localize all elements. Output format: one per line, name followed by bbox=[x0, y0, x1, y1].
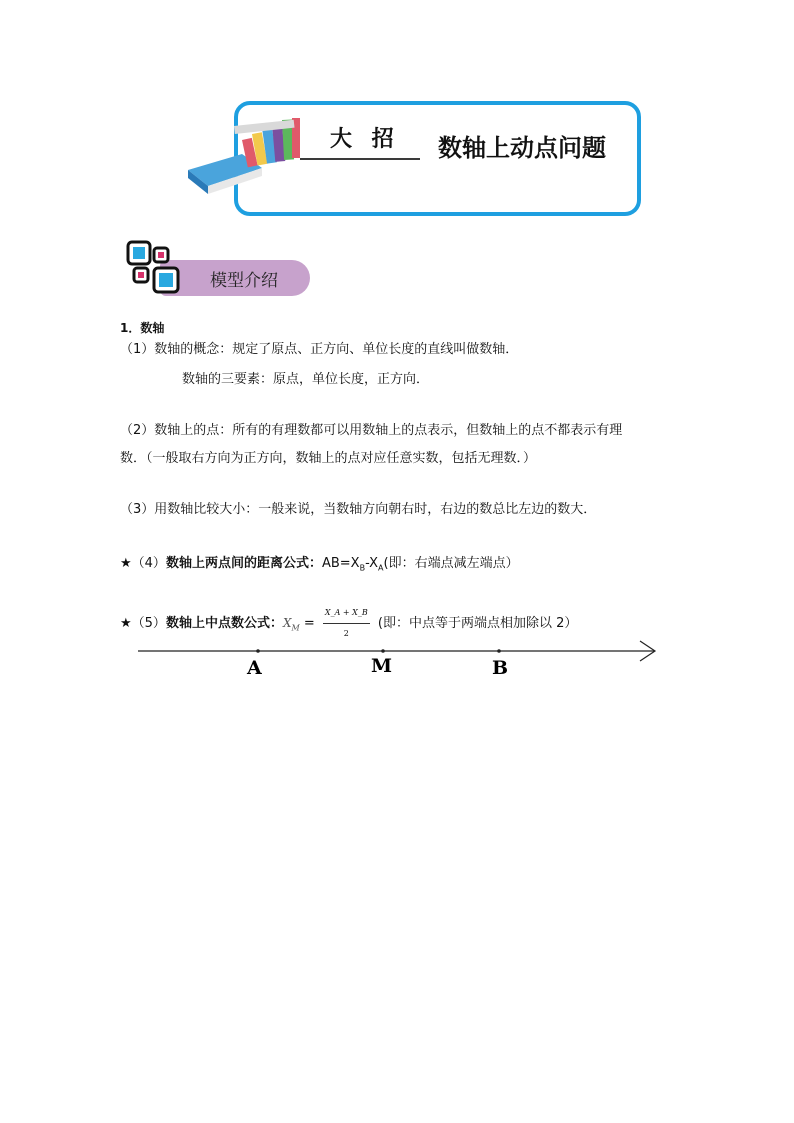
paragraph-1: （1）数轴的概念：规定了原点、正方向、单位长度的直线叫做数轴． bbox=[120, 342, 519, 357]
distance-formula: $AB=X_B-X_A$ bbox=[321, 556, 384, 573]
banner-label: 大 招 bbox=[330, 126, 400, 152]
section-title: 模型介绍 bbox=[210, 271, 278, 291]
distance-formula-label: 数轴上两点间的距离公式： bbox=[165, 556, 322, 571]
star-marker: ★（5） bbox=[120, 616, 166, 631]
point-b-dot bbox=[497, 649, 501, 653]
grid-squares-icon bbox=[124, 238, 184, 298]
paragraph-2-line-2: 数．（一般取右方向为正方向，数轴上的点对应任意实数，包括无理数．） bbox=[120, 451, 537, 466]
point-a-dot bbox=[256, 649, 260, 653]
distance-formula-line bbox=[120, 554, 519, 579]
banner-label-underline bbox=[300, 158, 420, 160]
paragraph-3: （3）用数轴比较大小：一般来说，当数轴方向朝右时，右边的数总比左边的数大． bbox=[120, 502, 597, 517]
point-m-label: M bbox=[371, 655, 393, 677]
number-line bbox=[120, 638, 670, 688]
distance-formula-note: (即：右端点减左端点） bbox=[383, 556, 519, 571]
point-b-label: B bbox=[492, 657, 509, 679]
midpoint-formula-label: 数轴上中点数公式： bbox=[165, 616, 283, 631]
midpoint-formula-note: (即：中点等于两端点相加除以 2） bbox=[377, 616, 578, 631]
page-title: 数轴上动点问题 bbox=[438, 133, 606, 162]
paragraph-1-elements: 数轴的三要素：原点，单位长度，正方向． bbox=[182, 372, 430, 387]
paragraph-2-line-1: （2）数轴上的点：所有的有理数都可以用数轴上的点表示，但数轴上的点不都表示有理 bbox=[120, 423, 623, 438]
point-m-dot bbox=[381, 649, 385, 653]
subsection-heading: 1．数轴 bbox=[120, 321, 165, 335]
star-marker: ★（4） bbox=[120, 556, 166, 571]
midpoint-fraction: $\frac{X\_A + X\_B}{2}$ bbox=[323, 603, 370, 644]
point-a-label: A bbox=[247, 657, 262, 679]
books-icon bbox=[180, 110, 310, 195]
equals-sign: = bbox=[303, 616, 315, 631]
midpoint-symbol: $X_M$ bbox=[282, 616, 300, 633]
